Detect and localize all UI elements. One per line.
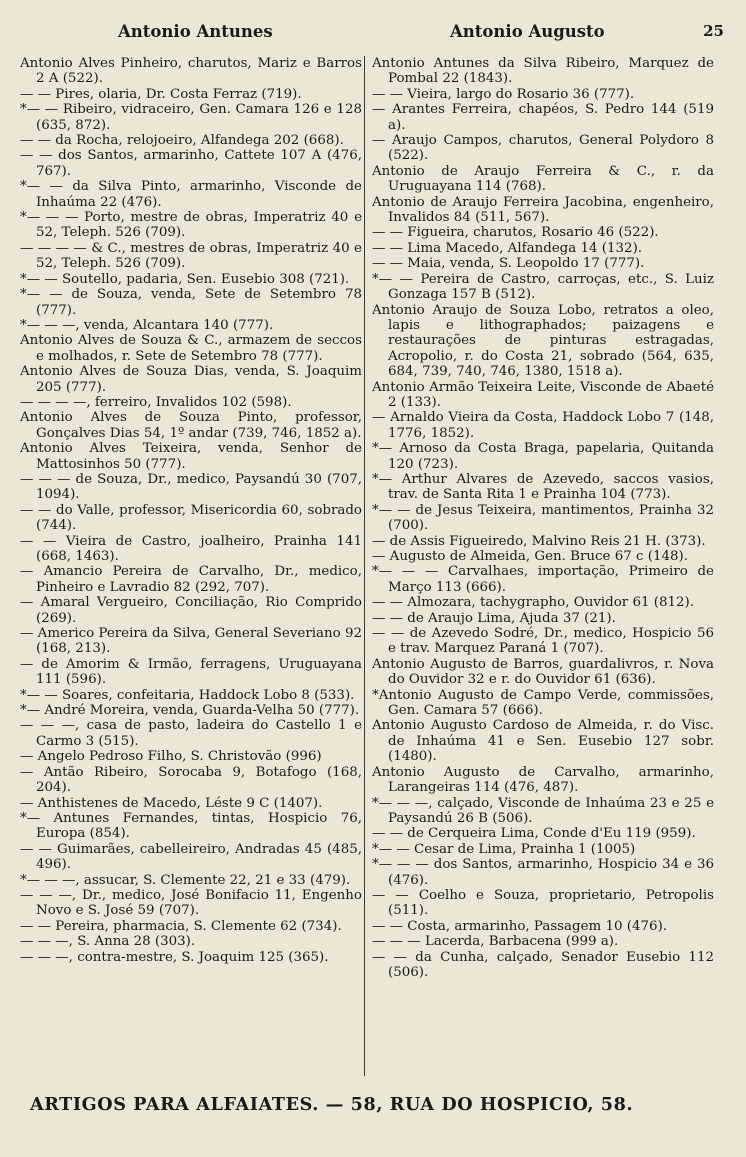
directory-entry: — — Lima Macedo, Alfandega 14 (132).	[372, 240, 643, 256]
directory-entry: Antonio Armão Teixeira Leite, Visconde de Abaeté 2 (133).	[372, 379, 714, 410]
directory-entry: — Araujo Campos, charutos, General Polydoro 8 (522).	[372, 133, 714, 164]
directory-entry: — — Pereira, pharmacia, S. Clemente 62 (734).	[20, 918, 342, 934]
directory-entry: Antonio Alves de Souza Pinto, professor, Gonçalves Dias 54, 1º andar (739, 746, 1852 a).	[20, 410, 362, 441]
directory-entry: — Amaral Vergueiro, Conciliação, Rio Comprido (269).	[20, 595, 362, 626]
right-column	[372, 56, 714, 1108]
directory-entry: *— — Pereira de Castro, carroças, etc., S. Luiz Gonzaga 157 B (512).	[372, 271, 714, 303]
directory-entry: — Arantes Ferreira, chapéos, S. Pedro 144 (519 a).	[372, 102, 714, 133]
header-left: Antonio Antunes	[118, 22, 273, 41]
left-column	[20, 56, 362, 1108]
directory-entry: *— — —, assucar, S. Clemente 22, 21 e 33 (479).	[20, 872, 351, 888]
directory-entry: — Antão Ribeiro, Sorocaba 9, Botafogo (168, 204).	[20, 764, 362, 796]
directory-entry: *— — —, venda, Alcantara 140 (777).	[20, 317, 274, 333]
directory-entry: — — Guimarães, cabelleireiro, Andradas 45 (485, 496).	[20, 841, 362, 873]
directory-entry: *— Arthur Alvares de Azevedo, saccos vasios, trav. de Santa Rita 1 e Prainha 104 (773).	[372, 471, 714, 503]
directory-entry: — Amancio Pereira de Carvalho, Dr., medico, Pinheiro e Lavradio 82 (292, 707).	[20, 564, 362, 595]
directory-entry: *— — —, calçado, Visconde de Inhaúma 23 e 25 e Paysandú 26 B (506).	[372, 795, 714, 826]
directory-entry: *— Arnoso da Costa Braga, papelaria, Quitanda 120 (723).	[372, 441, 714, 472]
column-divider	[364, 56, 365, 1076]
directory-entry: — — de Azevedo Sodré, Dr., medico, Hospicio 56 e trav. Marquez Paraná 1 (707).	[372, 626, 714, 657]
directory-entry: *— — Soares, confeitaria, Haddock Lobo 8 (533).	[20, 687, 355, 703]
directory-entry: — — da Rocha, relojoeiro, Alfandega 202 (668).	[20, 133, 344, 149]
directory-entry: — — de Araujo Lima, Ajuda 37 (21).	[372, 610, 616, 626]
directory-entry: *— André Moreira, venda, Guarda-Velha 50 (777).	[20, 703, 360, 719]
directory-entry: — — Coelho e Souza, proprietario, Petropolis (511).	[372, 887, 714, 919]
directory-entry: Antonio de Araujo Ferreira & C., r. da Uruguayana 114 (768).	[372, 163, 714, 195]
directory-entry: — — —, casa de pasto, ladeira do Castello 1 e Carmo 3 (515).	[20, 718, 362, 749]
directory-entry: — — — —, ferreiro, Invalidos 102 (598).	[20, 394, 292, 410]
directory-entry: Antonio Alves Teixeira, venda, Senhor de Mattosinhos 50 (777).	[20, 441, 362, 472]
directory-entry: Antonio Araujo de Souza Lobo, retratos a oleo, lapis e lithographados; paizagens e restaurações de pinturas estragadas, Acropolio, r. do Costa 21, sobrado (564, 635, 684, 739, 740, 746, 1380, 1518 a).	[372, 302, 714, 380]
page-number: 25	[703, 22, 724, 40]
directory-entry: — — do Valle, professor, Misericordia 60, sobrado (744).	[20, 502, 362, 534]
directory-entry: Antonio Alves de Souza Dias, venda, S. Joaquim 205 (777).	[20, 364, 362, 395]
directory-entry: Antonio Augusto Cardoso de Almeida, r. do Visc. de Inhaúma 41 e Sen. Eusebio 127 sobr. (1480).	[372, 718, 714, 765]
directory-entry: — — Figueira, charutos, Rosario 46 (522).	[372, 225, 659, 241]
directory-entry: — de Assis Figueiredo, Malvino Reis 21 H. (373).	[372, 533, 706, 549]
directory-entry: Antonio Antunes da Silva Ribeiro, Marquez de Pombal 22 (1843).	[372, 56, 714, 87]
directory-entry: — — Costa, armarinho, Passagem 10 (476).	[372, 918, 668, 934]
directory-entry: — Arnaldo Vieira da Costa, Haddock Lobo 7 (148, 1776, 1852).	[372, 410, 714, 441]
running-head	[18, 22, 732, 44]
directory-entry: Antonio Augusto de Carvalho, armarinho, Larangeiras 114 (476, 487).	[372, 764, 714, 796]
directory-entry: Antonio Alves Pinheiro, charutos, Mariz e Barros 2 A (522).	[20, 56, 362, 87]
directory-entry: — Angelo Pedroso Filho, S. Christovão (996)	[20, 749, 322, 765]
directory-entry: Antonio Alves de Souza & C., armazem de seccos e molhados, r. Sete de Setembro 78 (777).	[20, 333, 362, 364]
directory-entry: — — — — & C., mestres de obras, Imperatriz 40 e 52, Teleph. 526 (709).	[20, 240, 362, 272]
directory-entry: — — Vieira, largo do Rosario 36 (777).	[372, 86, 635, 102]
directory-entry: *— — — dos Santos, armarinho, Hospicio 34 e 36 (476).	[372, 857, 714, 888]
directory-entry: *— — Ribeiro, vidraceiro, Gen. Camara 126 e 128 (635, 872).	[20, 102, 362, 133]
directory-entry: — — — Lacerda, Barbacena (999 a).	[372, 934, 619, 950]
directory-entry: — Americo Pereira da Silva, General Severiano 92 (168, 213).	[20, 626, 362, 657]
directory-entry: — — —, S. Anna 28 (303).	[20, 934, 196, 950]
directory-entry: *— Antunes Fernandes, tintas, Hospicio 76, Europa (854).	[20, 810, 362, 842]
directory-entry: — — Pires, olaria, Dr. Costa Ferraz (719).	[20, 86, 302, 102]
directory-entry: *— — — Carvalhaes, importação, Primeiro de Março 113 (666).	[372, 564, 714, 595]
footer-advert: ARTIGOS PARA ALFAIATES. — 58, RUA DO HOSPICIO, 58.	[30, 1094, 634, 1115]
directory-entry: — — Vieira de Castro, joalheiro, Prainha 141 (668, 1463).	[20, 533, 362, 564]
directory-entry: — Augusto de Almeida, Gen. Bruce 67 c (148).	[372, 549, 689, 564]
directory-entry: *— — de Jesus Teixeira, mantimentos, Prainha 32 (700).	[372, 502, 714, 534]
directory-entry: *— — Soutello, padaria, Sen. Eusebio 308 (721).	[20, 271, 350, 287]
header-right: Antonio Augusto	[450, 22, 605, 41]
directory-entry: — — de Cerqueira Lima, Conde d'Eu 119 (959).	[372, 826, 696, 842]
directory-entry: *— — de Souza, venda, Sete de Setembro 78 (777).	[20, 287, 362, 318]
directory-entry: — de Amorim & Irmão, ferragens, Uruguayana 111 (596).	[20, 656, 362, 688]
directory-entry: — — —, Dr., medico, José Bonifacio 11, Engenho Novo e S. José 59 (707).	[20, 887, 362, 919]
directory-entry: — — Almozara, tachygrapho, Ouvidor 61 (812).	[372, 595, 695, 611]
directory-entry: — — —, contra-mestre, S. Joaquim 125 (365).	[20, 949, 329, 965]
directory-entry: — Anthistenes de Macedo, Léste 9 C (1407).	[20, 795, 323, 811]
directory-entry: *— — — Porto, mestre de obras, Imperatriz 40 e 52, Teleph. 526 (709).	[20, 210, 362, 241]
directory-entry: Antonio de Araujo Ferreira Jacobina, engenheiro, Invalidos 84 (511, 567).	[372, 194, 714, 226]
directory-entry: — — — de Souza, Dr., medico, Paysandú 30 (707, 1094).	[20, 471, 362, 503]
directory-entry: — — da Cunha, calçado, Senador Eusebio 112 (506).	[372, 949, 714, 980]
directory-entry: Antonio Augusto de Barros, guardalivros, r. Nova do Ouvidor 32 e r. do Ouvidor 61 (636).	[372, 656, 714, 688]
directory-entry: — — Maia, venda, S. Leopoldo 17 (777).	[372, 256, 645, 272]
directory-entry: *— — da Silva Pinto, armarinho, Visconde de Inhaúma 22 (476).	[20, 179, 362, 210]
directory-entry: — — dos Santos, armarinho, Cattete 107 A (476, 767).	[20, 148, 362, 179]
directory-entry: *Antonio Augusto de Campo Verde, commissões, Gen. Camara 57 (666).	[372, 687, 714, 719]
directory-entry: *— — Cesar de Lima, Prainha 1 (1005)	[372, 841, 636, 857]
